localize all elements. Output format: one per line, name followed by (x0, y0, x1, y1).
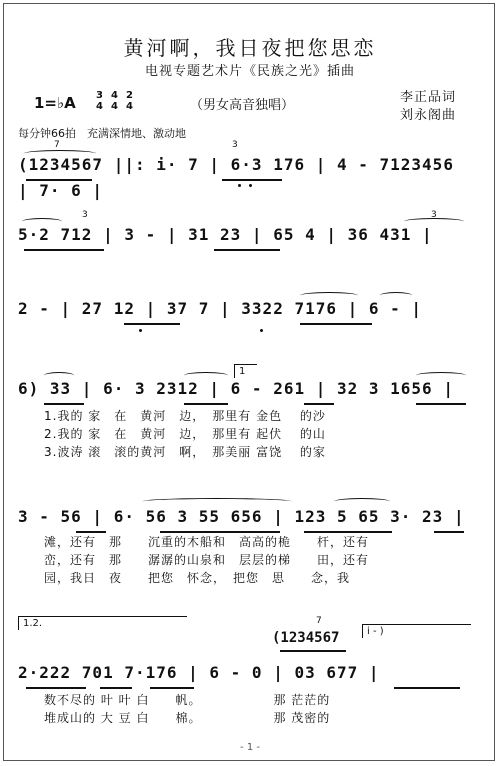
system-1-triplet-2: 3 (232, 140, 238, 150)
system-1-dot-2 (249, 184, 252, 187)
time-signatures (96, 90, 133, 112)
system-4-slur-3 (416, 372, 466, 379)
page-number: - 1 - (240, 742, 260, 753)
system-4-notes: 6) 33 | 6· 3 2312 | 6 - 261 | 32 3 1656 | (18, 379, 454, 398)
system-2-triplet-2: 3 (431, 210, 437, 220)
sheet-music-page (3, 3, 495, 761)
system-2-underline (24, 249, 104, 251)
system-6-lyric-1: 数不尽的 叶 叶 白 帆。 那 茫茫的 (44, 693, 331, 707)
system-4-volta: 1 (234, 364, 257, 378)
lyricist: 李正品词 (399, 90, 456, 105)
system-4-slur-2 (184, 372, 228, 379)
system-3-dot-2 (260, 329, 263, 332)
system-5-underline (76, 531, 106, 533)
system-5-notes: 3 - 56 | 6· 56 3 55 656 | 123 5 65 3· 23 | (18, 507, 465, 526)
system-5-lyric-2: 峦，还有 那 潺潺的山泉和 层层的梯 田，还有 (44, 553, 370, 567)
system-2-notes: 5·2 712 | 3 - | 31 23 | 65 4 | 36 431 | (18, 225, 433, 244)
system-1-dot (238, 184, 241, 187)
system-6-underline (26, 687, 86, 689)
system-1-slur (24, 150, 96, 157)
meter-3: 2 4 (125, 90, 133, 112)
system-4-underline (44, 403, 84, 405)
system-6-notes: 2·222 701 7·176 | 6 - 0 | 03 677 | (18, 663, 380, 682)
system-5-lyric-3: 园，我日 夜 把您 怀念， 把您 思 念，我 (44, 571, 351, 585)
system-5-lyric-1: 滩，还有 那 沉重的木船和 高高的桅 杆，还有 (44, 535, 370, 549)
system-3-underline (124, 323, 180, 325)
meter-2: 4 4 (110, 90, 118, 112)
system-6-run-underline (280, 650, 346, 652)
voice-type: （男女高音独唱） (190, 98, 295, 113)
system-1-triplet: 7 (54, 140, 60, 150)
system-4-lyric-1: 1.我的 家 在 黄河 边， 那里有 金色 的沙 (44, 409, 326, 423)
song-title: 黄河啊，我日夜把您思恋 (123, 36, 377, 60)
system-4-underline-3 (304, 403, 334, 405)
composer: 刘永阁曲 (399, 108, 456, 123)
system-1-underline-2 (222, 179, 282, 181)
system-2-underline-2 (214, 249, 280, 251)
system-6-run-triplet: 7 (316, 616, 322, 626)
system-6-volta: 1.2. (18, 616, 187, 630)
system-4-underline-4 (416, 403, 466, 405)
system-4-underline-2 (184, 403, 228, 405)
system-6-ending: i - ) (362, 624, 471, 638)
system-5-underline-2 (160, 531, 280, 533)
meter-1: 3 4 (96, 90, 103, 112)
system-4-slur (44, 372, 74, 379)
system-3-slur-2 (380, 292, 412, 299)
system-4-lyric-3: 3.波涛 滚 滚的黄河 啊， 那美丽 富饶 的家 (44, 445, 326, 459)
system-6-run: (1234567 (272, 630, 340, 646)
system-5-slur-2 (334, 498, 390, 505)
system-3-underline-2 (300, 323, 372, 325)
system-5-underline-3 (304, 531, 392, 533)
system-6-underline-3 (150, 687, 194, 689)
system-2-triplet: 3 (82, 210, 88, 220)
system-3-slur (300, 292, 358, 299)
system-5-underline-4 (434, 531, 464, 533)
key-signature: 1=♭A (34, 94, 76, 112)
system-6-underline-4 (394, 687, 460, 689)
system-4-lyric-2: 2.我的 家 在 黄河 边， 那里有 起伏 的山 (44, 427, 326, 441)
song-subtitle: 电视专题艺术片《民族之光》插曲 (144, 64, 355, 79)
system-3-dot (139, 329, 142, 332)
system-3-notes: 2 - | 27 12 | 37 7 | 3322 7176 | 6 - | (18, 299, 423, 318)
system-2-slur (22, 218, 62, 225)
system-6-lyric-2: 堆成山的 大 豆 白 棉。 那 茂密的 (44, 711, 331, 725)
system-5-slur (142, 498, 292, 505)
tempo-marking: 每分钟66拍 充满深情地、激动地 (18, 127, 186, 140)
system-1-underline (26, 179, 92, 181)
system-1-notes: (1234567 ||: i· 7 | 6·3 176 | 4 - 7123456 | 7· 6 | (18, 155, 454, 200)
system-6-underline-2 (100, 687, 132, 689)
system-2-slur-2 (404, 218, 464, 225)
